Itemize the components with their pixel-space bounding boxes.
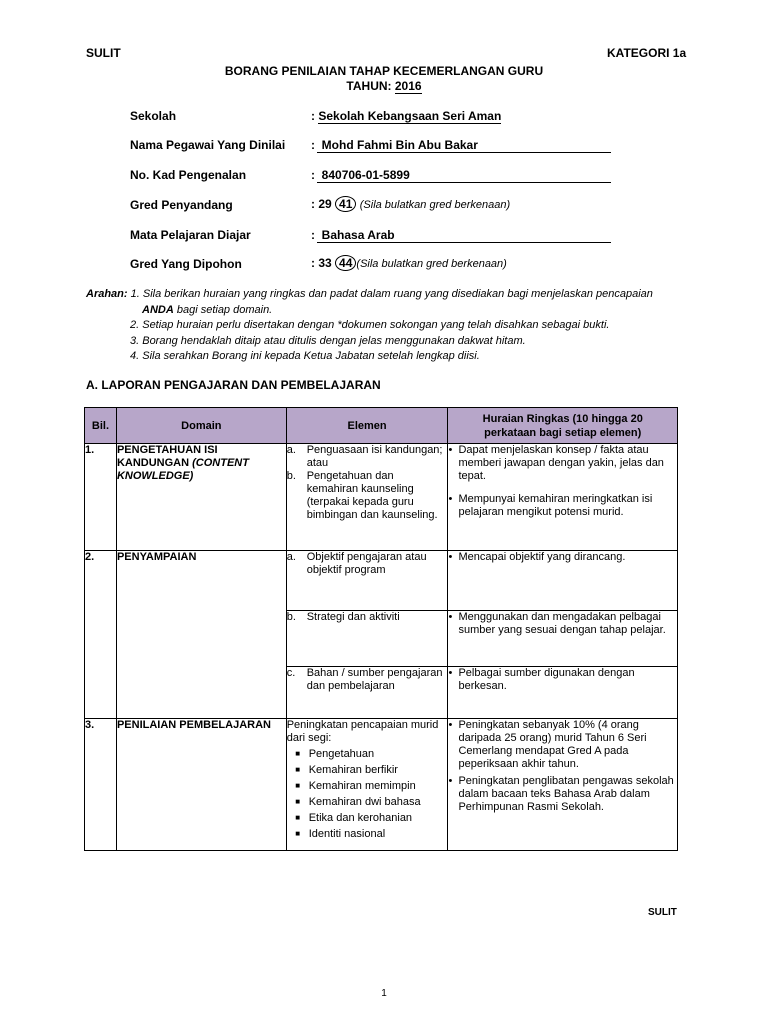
laporan-table: [84, 407, 678, 851]
table-row: [85, 719, 678, 851]
row2-huraian-b: [448, 611, 678, 667]
row3-elemen: [286, 719, 448, 851]
row2-huraian-a: [448, 551, 678, 611]
row1-domain-english: (CONTENT KNOWLEDGE): [116, 457, 249, 482]
dipohon-field: : 33 44 (Sila bulatkan gred berkenaan): [311, 256, 507, 270]
row3-elemen-item: Kemahiran berfikir: [308, 764, 398, 776]
table-header-row: [85, 408, 678, 444]
list-item: [287, 746, 448, 762]
dipohon-value-44-circled: 44: [335, 255, 356, 271]
header-kategori: KATEGORI 1a: [607, 46, 687, 60]
section-a-title: A. LAPORAN PENGAJARAN DAN PEMBELAJARAN: [86, 378, 381, 392]
row1-domain-text: PENGETAHUAN ISI KANDUNGAN: [116, 444, 218, 469]
sekolah-label: Sekolah: [130, 109, 177, 123]
square-bullet-icon: ■: [295, 781, 301, 790]
col-bil-header: Bil.: [85, 408, 117, 444]
footer-sulit: SULIT: [648, 907, 677, 918]
col-huraian-header: Huraian Ringkas (10 hingga 20 perkataan bagi setiap elemen): [448, 408, 678, 444]
mp-value: Bahasa Arab: [321, 228, 395, 242]
col-domain-header: Domain: [116, 408, 286, 444]
col-elemen-header: Elemen: [286, 408, 448, 444]
table-row: [85, 444, 678, 551]
gred-value-41-circled: 41: [335, 196, 356, 212]
arahan-line-4: 4. Sila serahkan Borang ini kepada Ketua Jabatan setelah lengkap diisi.: [130, 350, 480, 362]
row2-domain: PENYAMPAIAN: [116, 551, 286, 719]
kp-field: : 840706-01-5899: [311, 168, 410, 182]
row3-elemen-item: Kemahiran dwi bahasa: [308, 796, 421, 808]
arahan-line-3: 3. Borang hendaklah ditaip atau ditulis dengan jelas menggunakan dakwat hitam.: [130, 334, 526, 347]
kp-underline: [317, 182, 611, 183]
square-bullet-icon: ■: [295, 829, 301, 838]
row3-elemen-item: Pengetahuan: [308, 748, 375, 760]
arahan-line-1b: bagi setiap domain.: [176, 303, 273, 316]
list-item: • Menggunakan dan mengadakan pelbagai sumber yang sesuai dengan tahap pelajar.: [448, 611, 666, 636]
page-number: 1: [381, 988, 387, 999]
gred-label: Gred Penyandang: [130, 198, 233, 212]
row2-bil: 2.: [85, 551, 117, 719]
row3-elemen-intro: Peningkatan pencapaian murid dari segi:: [286, 719, 439, 744]
dipohon-label: Gred Yang Dipohon: [130, 257, 242, 271]
arahan-line-2: 2. Setiap huraian perlu disertakan dengan *dokumen sokongan yang telah disahkan sebagai bukti.: [130, 319, 610, 331]
form-title: BORANG PENILAIAN TAHAP KECEMERLANGAN GURU: [224, 64, 544, 78]
row3-elemen-list: [287, 746, 448, 842]
row1-huraian: [448, 444, 678, 551]
gred-field: : 29 41 (Sila bulatkan gred berkenaan): [311, 197, 511, 211]
row1-elemen-a: a. Penguasaan isi kandungan; atau: [286, 444, 443, 469]
list-item: • Pelbagai sumber digunakan dengan berkesan.: [448, 667, 635, 692]
year-value: 2016: [394, 79, 422, 93]
square-bullet-icon: ■: [295, 765, 301, 774]
form-year: [0, 79, 768, 93]
year-label: TAHUN:: [346, 79, 392, 93]
row2-huraian-c: [448, 667, 678, 719]
row2-elemen-c: c. Bahan / sumber pengajaran dan pembelajaran: [286, 667, 448, 719]
kp-label: No. Kad Pengenalan: [130, 168, 247, 182]
nama-field: : Mohd Fahmi Bin Abu Bakar: [311, 138, 478, 152]
list-item: [287, 810, 448, 826]
mp-label: Mata Pelajaran Diajar: [130, 228, 251, 242]
row2-elemen-b: b. Strategi dan aktiviti: [286, 611, 448, 667]
list-item: • Mempunyai kemahiran meringkatkan isi pelajaran mengikut potensi murid.: [448, 493, 653, 518]
list-item: [287, 794, 448, 810]
list-item: • Dapat menjelaskan konsep / fakta atau memberi jawapan dengan yakin, jelas dan tepat.: [448, 444, 664, 482]
mp-underline: [317, 242, 611, 243]
arahan-line-1: 1. Sila berikan huraian yang ringkas dan padat dalam ruang yang disediakan bagi menjelaskan pencapaian: [130, 288, 653, 300]
row1-bil: 1.: [85, 444, 117, 551]
sekolah-field: : Sekolah Kebangsaan Seri Aman: [311, 109, 502, 123]
list-item: [287, 826, 448, 842]
row1-elemen-b: b. Pengetahuan dan kemahiran kaunseling (terpakai kepada guru bimbingan dan kaunseling.: [286, 470, 438, 521]
row2-elemen-a: a. Objektif pengajaran atau objektif program: [286, 551, 448, 611]
row3-elemen-item: Etika dan kerohanian: [308, 812, 413, 824]
list-item: [287, 762, 448, 778]
nama-underline: [317, 152, 611, 153]
row1-elemen: [286, 444, 448, 551]
row1-domain: [116, 444, 286, 551]
kp-value: 840706-01-5899: [321, 168, 410, 182]
row3-bil: 3.: [85, 719, 117, 851]
gred-value-29: 29: [318, 197, 332, 211]
square-bullet-icon: ■: [295, 813, 301, 822]
dipohon-note: (Sila bulatkan gred berkenaan): [356, 258, 507, 270]
row3-domain: PENILAIAN PEMBELAJARAN: [116, 719, 286, 851]
dipohon-value-33: 33: [318, 256, 332, 270]
arahan-anda: ANDA: [142, 303, 174, 316]
nama-value: Mohd Fahmi Bin Abu Bakar: [321, 138, 478, 152]
row3-huraian: [448, 719, 678, 851]
list-item: • Peningkatan sebanyak 10% (4 orang daripada 25 orang) murid Tahun 6 Seri Cemerlang mendapat Gred A pada peperiksaan akhir tahun.: [448, 719, 647, 770]
sekolah-value: Sekolah Kebangsaan Seri Aman: [318, 109, 502, 123]
square-bullet-icon: ■: [295, 749, 301, 758]
list-item: • Mencapai objektif yang dirancang.: [448, 551, 626, 563]
square-bullet-icon: ■: [295, 797, 301, 806]
list-item: [287, 778, 448, 794]
table-row: [85, 551, 678, 611]
row3-elemen-item: Identiti nasional: [308, 828, 386, 840]
arahan-block: [86, 287, 653, 365]
header-sulit: SULIT: [86, 46, 121, 60]
row3-elemen-item: Kemahiran memimpin: [308, 780, 416, 792]
nama-label: Nama Pegawai Yang Dinilai: [130, 138, 286, 152]
gred-note: (Sila bulatkan gred berkenaan): [359, 199, 511, 211]
list-item: • Peningkatan penglibatan pengawas sekolah dalam bacaan teks Bahasa Arab dalam Perhimpunan Rasmi Sekolah.: [448, 775, 674, 813]
mp-field: : Bahasa Arab: [311, 228, 395, 242]
arahan-label: Arahan:: [86, 288, 128, 300]
